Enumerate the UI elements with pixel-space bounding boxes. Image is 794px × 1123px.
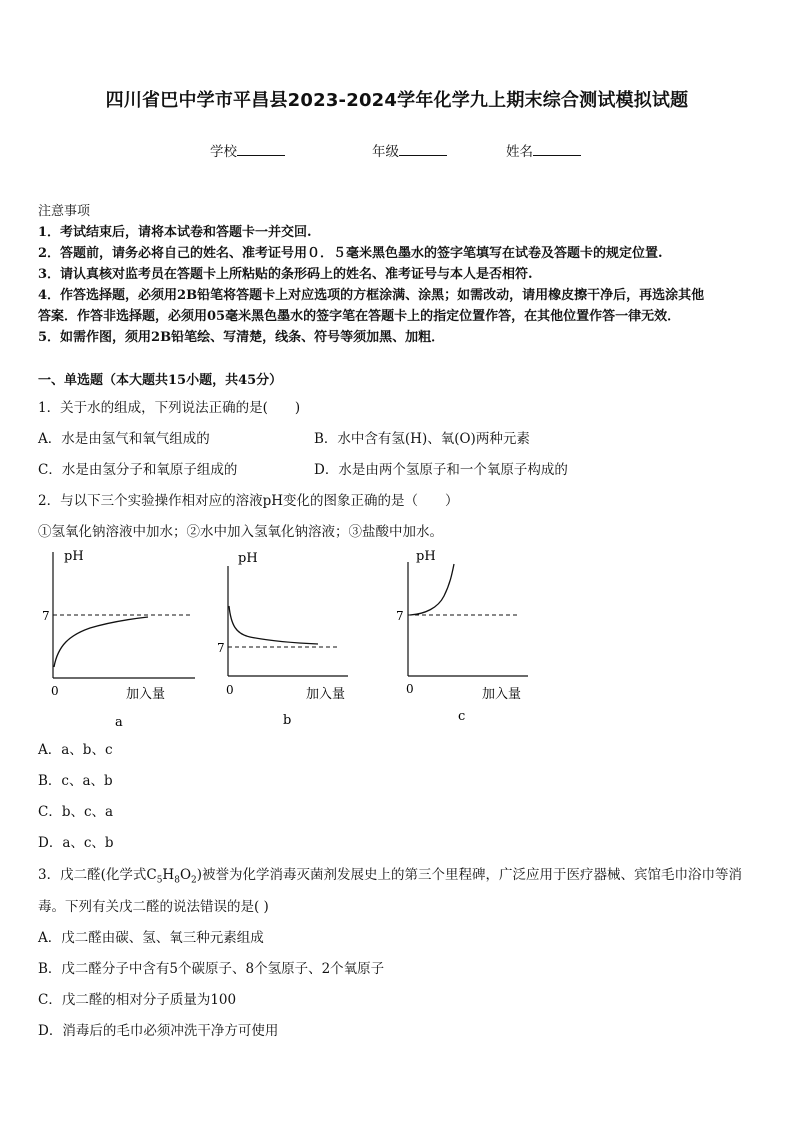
notice-item: 答案．作答非选择题，必须用05毫米黑色墨水的签字笔在答题卡上的指定位置作答，在其他位置作答一律无效． (38, 309, 681, 324)
graph-b-origin: 0 (226, 683, 234, 697)
graph-b-curve (229, 606, 318, 644)
graph-a-caption: a (115, 715, 123, 730)
school-field (210, 140, 285, 160)
q1-option-b: B．水中含有氢(H)、氧(O)两种元素 (314, 431, 530, 447)
graph-a-origin: 0 (51, 684, 59, 698)
graph-b-ylabel: pH (238, 551, 258, 566)
graph-c-caption: c (458, 709, 466, 724)
grade-blank (399, 141, 447, 156)
graph-a-xlabel: 加入量 (126, 687, 166, 702)
q3-option-d: D．消毒后的毛巾必须冲洗干净方可使用 (38, 1023, 279, 1039)
grade-field (372, 140, 447, 160)
graph-a (42, 549, 195, 730)
graph-c-curve (410, 564, 454, 615)
graph-b-seven: 7 (217, 641, 225, 655)
graph-a-curve (54, 617, 148, 667)
q1-stem: 1．关于水的组成，下列说法正确的是( ) (38, 400, 301, 416)
section-heading: 一、单选题（本大题共15小题，共45分） (38, 373, 283, 388)
q1-option-a: A．水是由氢气和氧气组成的 (38, 431, 210, 447)
q3-stem-line2: 毒。下列有关戊二醛的说法错误的是( ) (38, 899, 269, 915)
ph-graphs (0, 540, 794, 730)
q3-option-b: B．戊二醛分子中含有5个碳原子、8个氢原子、2个氧原子 (38, 961, 385, 977)
q3-stem-line1: 3．戊二醛(化学式$C_5H_8O_2$)被誉为化学消毒灭菌剂发展史上的第三个里程碑，广泛应用于医疗器械、宾馆毛巾浴巾等消 (38, 867, 743, 886)
graph-c-seven: 7 (396, 609, 404, 623)
graph-b-xlabel: 加入量 (306, 687, 346, 702)
q3-option-c: C．戊二醛的相对分子质量为100 (38, 992, 237, 1008)
notice-item: 4．作答选择题，必须用2B铅笔将答题卡上对应选项的方框涂满、涂黑；如需改动，请用橡皮擦干净后，再选涂其他 (38, 288, 705, 303)
q2-option-d: D．a、c、b (38, 835, 114, 851)
school-label: 学校 (210, 144, 237, 160)
q2-option-a: A．a、b、c (38, 742, 113, 758)
graph-a-seven: 7 (42, 609, 50, 623)
grade-label: 年级 (372, 144, 399, 160)
q2-stem: 2．与以下三个实验操作相对应的溶液pH变化的图象正确的是（ ） (38, 493, 459, 509)
name-label: 姓名 (506, 144, 533, 160)
q2-option-b: B．c、a、b (38, 773, 113, 789)
q2-subtext: ①氢氧化钠溶液中加水；②水中加入氢氧化钠溶液；③盐酸中加水。 (38, 524, 443, 540)
graph-c-xlabel: 加入量 (482, 687, 522, 702)
q1-option-c: C．水是由氢分子和氧原子组成的 (38, 462, 238, 478)
name-blank (533, 141, 581, 156)
notice-item: 5．如需作图，须用2B铅笔绘、写清楚，线条、符号等须加黑、加粗． (38, 330, 445, 345)
graph-b (217, 551, 348, 728)
school-blank (237, 141, 285, 156)
page-title: 四川省巴中学市平昌县2023-2024学年化学九上期末综合测试模拟试题 (105, 90, 689, 111)
name-field (506, 140, 581, 160)
graph-c-origin: 0 (406, 682, 414, 696)
graph-b-caption: b (283, 713, 292, 728)
q3-option-a: A．戊二醛由碳、氢、氧三种元素组成 (38, 930, 264, 946)
notice-item: 2．答题前，请务必将自己的姓名、准考证号用０．５毫米黑色墨水的签字笔填写在试卷及答题卡的规定位置. (38, 246, 663, 261)
q1-option-d: D．水是由两个氢原子和一个氧原子构成的 (314, 462, 568, 478)
graph-c (396, 549, 528, 724)
notice-heading: 注意事项 (38, 204, 91, 219)
graph-a-ylabel: pH (64, 549, 84, 564)
graph-c-ylabel: pH (416, 549, 436, 564)
q2-option-c: C．b、c、a (38, 804, 114, 820)
notice-item: 1．考试结束后，请将本试卷和答题卡一并交回. (38, 225, 312, 240)
notice-item: 3．请认真核对监考员在答题卡上所粘贴的条形码上的姓名、准考证号与本人是否相符. (38, 267, 533, 282)
